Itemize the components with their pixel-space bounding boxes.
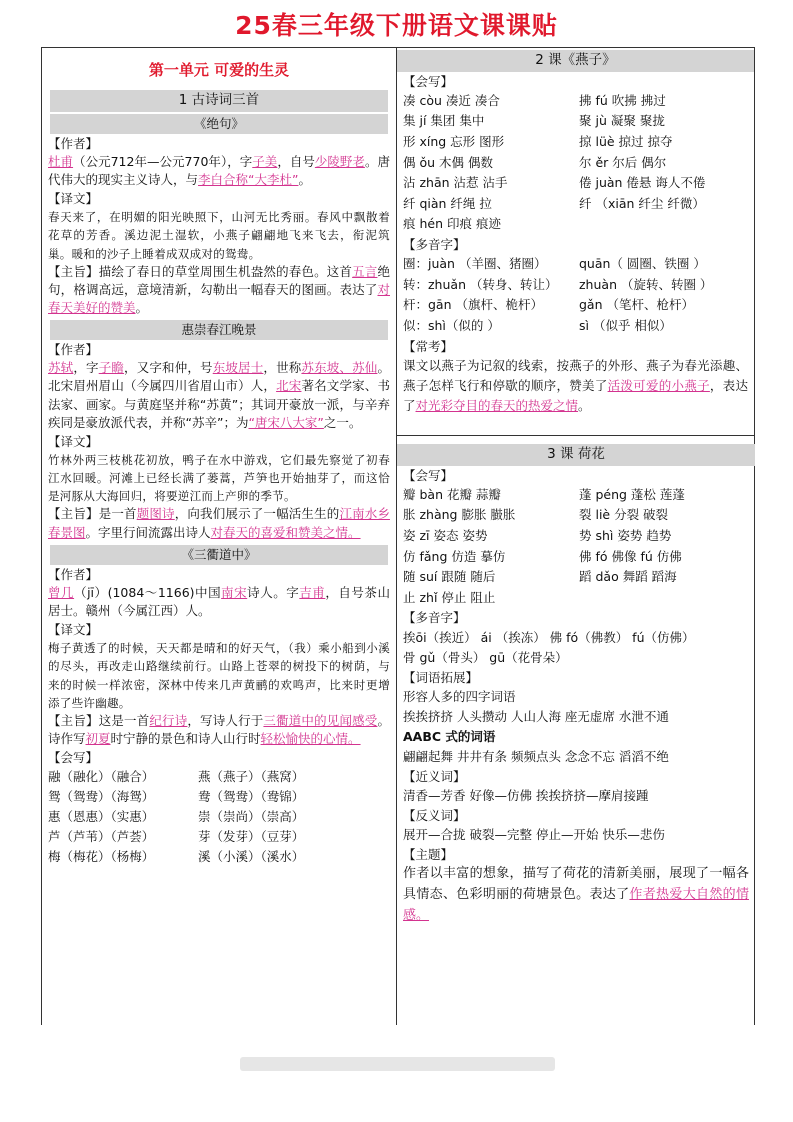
lesson3-write-heading: 【会写】 <box>403 467 454 483</box>
write-item: 掠 lüè 掠过 掠夺 <box>579 133 673 149</box>
lesson3-theme: 作者以丰富的想象，描写了荷花的清新美丽，展现了一幅各具情态、色彩明丽的荷塘景色。表达了作者热爱大自然的情感。 <box>403 866 749 923</box>
section-divider <box>397 435 755 436</box>
write-item: 惠（恩惠）（实惠） <box>48 809 155 825</box>
poem1-translation: 春天来了，在明媚的阳光映照下，山河无比秀丽。春风中飘散着花草的芳香。溪边泥土湿软，小燕子翩翩地飞来飞去，衔泥筑巢。暖和的沙子上睡着成双成对的鸳鸯。 <box>48 210 390 261</box>
write-item: 融（融化）（融合） <box>48 769 155 785</box>
poem1-theme: 【主旨】描绘了春日的草堂周围生机盎然的春色。这首五言绝句，格调高远，意境清新，勾勒出一幅春天的图画。表达了对春天美好的赞美。 <box>48 263 390 315</box>
lesson2-write-grid <box>403 91 748 235</box>
lesson3-ext4: 翩翩起舞 井井有条 频频点头 念念不忘 滔滔不绝 <box>403 748 669 764</box>
lesson2-know: 课文以燕子为记叙的线索，按燕子的外形、燕子为春光添趣、燕子怎样飞行和停歇的顺序，赞美了活泼可爱的小燕子，表达了对光彩夺目的春天的热爱之情。 <box>403 357 748 413</box>
lesson2-poly-grid <box>403 254 748 337</box>
write-item: 蹈 dǎo 舞蹈 蹈海 <box>579 569 677 585</box>
poly-item: zhuàn （旋转、转圈 ） <box>579 276 713 292</box>
write-item: 凑 còu 凑近 凑合 <box>403 92 500 108</box>
write-item: 芦（芦苇）（芦荟） <box>48 829 155 845</box>
lesson3-body <box>397 467 755 927</box>
lesson3-ext2: 挨挨挤挤 人头攒动 人山人海 座无虚席 水泄不通 <box>403 708 669 724</box>
write-item: 蓬 péng 蓬松 莲蓬 <box>579 486 685 502</box>
write-item: 鸳（鸳鸯）（海鸳） <box>48 789 155 805</box>
write-item: 拂 fú 吹拂 拂过 <box>579 92 666 108</box>
lesson2-know-heading: 【常考】 <box>403 338 454 354</box>
lesson2-write-heading: 【会写】 <box>403 73 454 89</box>
lesson3-syn-heading: 【近义词】 <box>403 768 466 784</box>
lesson2-poly-heading: 【多音字】 <box>403 237 466 253</box>
write-item: 姿 zī 姿态 姿势 <box>403 527 488 543</box>
lesson3-antonyms: 展开—合拢 破裂—完整 停止—开始 快乐—悲伤 <box>403 826 665 842</box>
poem3-translation: 梅子黄透了的时候，天天都是晴和的好天气，（我）乘小船到小溪的尽头，再改走山路继续前行。山路上苍翠的树投下的树荫，与来的时候一样浓密，深林中传来几声黄鹂的欢鸣声，比来时更增添了些许幽趣。 <box>48 641 390 710</box>
write-item: 溪（小溪）（溪水） <box>198 849 305 865</box>
poly-item: 圈：juàn （羊圈、猪圈） <box>403 256 547 272</box>
lesson3-section <box>397 444 755 926</box>
write-item: 势 shì 姿势 趋势 <box>579 527 672 543</box>
lesson3-ant-heading: 【反义词】 <box>403 807 466 823</box>
poem1-trans-heading: 【译文】 <box>48 191 99 207</box>
poly-item: quān（ 圆圈、铁圈 ） <box>579 256 706 272</box>
poem2-author: 苏轼，字子瞻，又字和仲，号东坡居士，世称苏东坡、苏仙。北宋眉州眉山（今属四川省眉山市）人，北宋著名文学家、书法家、画家。与黄庭坚并称“苏黄”；其词开豪放一派，与辛弃疾同是豪放派代表，并称“苏辛”；为“唐宋八大家”之一。 <box>48 360 390 430</box>
lesson3-bar: 3 课 荷花 <box>397 444 755 466</box>
write-item: 鸯（鸳鸯）（鸯锦） <box>198 789 305 805</box>
write-item: 崇（崇尚）（崇高） <box>198 809 305 825</box>
lesson3-synonyms: 清香—芳香 好像—仿佛 挨挨挤挤—摩肩接踵 <box>403 787 649 803</box>
lesson3-poly-line1: 挨ōi（挨近） ái （挨冻） 佛 fó（佛教） fú（仿佛） <box>403 629 695 645</box>
write-item: 沾 zhān 沾惹 沾手 <box>403 175 508 191</box>
poem2-trans-heading: 【译文】 <box>48 433 99 449</box>
write-item: 倦 juàn 倦悬 诲人不倦 <box>579 175 706 191</box>
write-item: 瓣 bàn 花瓣 蒜瓣 <box>403 486 501 502</box>
poem2-author-heading: 【作者】 <box>48 342 99 358</box>
poly-item: 转：zhuǎn （转身、转让） <box>403 276 558 292</box>
lesson2-bar: 2 课《燕子》 <box>397 50 754 72</box>
right-column <box>397 48 755 1025</box>
write-item: 集 jí 集团 集中 <box>403 113 485 129</box>
lesson3-ext-heading: 【词语拓展】 <box>403 669 479 685</box>
content-frame <box>41 47 755 1025</box>
poem3-trans-heading: 【译文】 <box>48 622 99 638</box>
poem3-write-heading: 【会写】 <box>48 750 99 766</box>
write-item: 芽（发芽）（豆芽） <box>198 829 305 845</box>
poem2-bar: 惠崇春江晚景 <box>50 320 388 340</box>
poem3-bar: 《三衢道中》 <box>50 545 388 565</box>
poem2-theme: 【主旨】是一首题图诗，向我们展示了一幅活生生的江南水乡春景图。字里行间流露出诗人对春天的喜爱和赞美之情。 <box>48 506 390 540</box>
poly-item: gǎn （笔杆、枪杆） <box>579 297 694 313</box>
poem3-author: 曾几（jī）(1084～1166)中国南宋诗人。字吉甫，自号茶山居士。赣州（今属江西）人。 <box>48 584 390 618</box>
poem1-author-heading: 【作者】 <box>48 135 99 151</box>
page-title: 25春三年级下册语文课课贴 <box>235 11 558 40</box>
write-item: 痕 hén 印痕 痕迹 <box>403 216 501 232</box>
write-item: 纤 （xiān 纤尘 纤微） <box>579 195 705 211</box>
poem3-author-heading: 【作者】 <box>48 566 99 582</box>
poem3-write-grid <box>48 767 390 867</box>
left-column <box>41 48 397 1025</box>
lesson3-write-grid <box>403 485 749 609</box>
poly-item: 似：shì（似的 ） <box>403 318 500 334</box>
write-item: 聚 jù 凝聚 聚拢 <box>579 113 665 129</box>
poem3-theme: 【主旨】这是一首纪行诗，写诗人行于三衢道中的见闻感受。诗作写初夏时宁静的景色和诗人山行时轻松愉快的心情。 <box>48 712 390 746</box>
write-item: 仿 fǎng 仿造 摹仿 <box>403 548 506 564</box>
lesson2-section <box>397 73 754 416</box>
write-item: 胀 zhàng 膨胀 臌胀 <box>403 507 516 523</box>
write-item: 尔 ěr 尔后 偶尔 <box>579 154 667 170</box>
footer-watermark <box>240 1057 555 1071</box>
lesson3-ext3: AABC 式的词语 <box>403 728 496 744</box>
lesson3-poly-heading: 【多音字】 <box>403 610 466 626</box>
write-item: 随 suí 跟随 随后 <box>403 569 496 585</box>
write-item <box>579 588 749 609</box>
write-item: 佛 fó 佛像 fú 仿佛 <box>579 548 682 564</box>
lesson3-ext1: 形容人多的四字词语 <box>403 688 516 704</box>
poem1-author: 杜甫（公元712年—公元770年），字子美，自号少陵野老。唐代伟大的现实主义诗人，与李白合称“大李杜”。 <box>48 153 390 187</box>
write-item: 燕（燕子）（燕窝） <box>198 769 305 785</box>
write-item: 偶 ǒu 木偶 偶数 <box>403 154 493 170</box>
write-item: 形 xíng 忘形 图形 <box>403 133 505 149</box>
write-item: 止 zhǐ 停止 阻止 <box>403 589 496 605</box>
write-item <box>579 214 749 235</box>
write-item: 梅（梅花）（杨梅） <box>48 849 155 865</box>
poly-item: sì （似乎 相似） <box>579 318 672 334</box>
unit-title: 第一单元 可爱的生灵 <box>148 61 290 79</box>
write-item: 裂 liè 分裂 破裂 <box>579 507 669 523</box>
poem2-translation: 竹林外两三枝桃花初放，鸭子在水中游戏，它们最先察觉了初春江水回暖。河滩上已经长满了蒌蒿，芦笋也开始抽芽了，而这恰是河豚从大海回归，将要逆江而上产卵的季节。 <box>48 452 390 504</box>
poly-item: 杆：gān （旗杆、桅杆） <box>403 297 543 313</box>
lesson3-poly-line2: 骨 gǔ（骨头） gū（花骨朵） <box>403 649 568 665</box>
write-item: 纤 qiàn 纤绳 拉 <box>403 195 492 211</box>
poem1-bar: 《绝句》 <box>50 114 388 134</box>
lesson1-bar: 1 古诗词三首 <box>50 90 388 112</box>
lesson3-theme-heading: 【主题】 <box>403 846 454 862</box>
